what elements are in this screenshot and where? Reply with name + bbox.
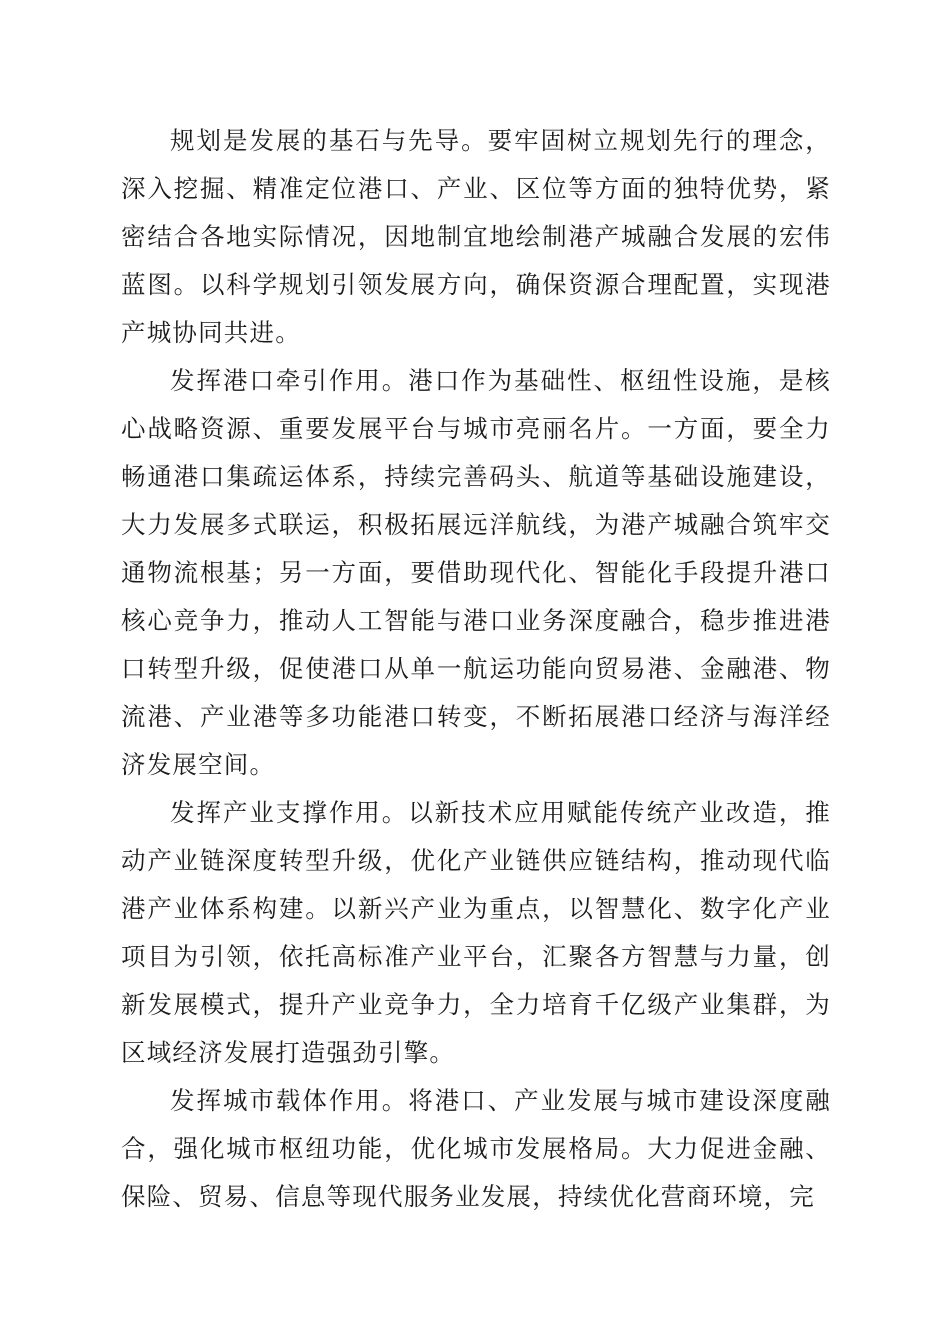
document-body	[121, 117, 831, 1221]
paragraph-industry-role: 发挥产业支撑作用。以新技术应用赋能传统产业改造，推动产业链深度转型升级，优化产业链供应链结构，推动现代临港产业体系构建。以新兴产业为重点，以智慧化、数字化产业项目为引领，依托高标准产业平台，汇聚各方智慧与力量，创新发展模式，提升产业竞争力，全力培育千亿级产业集群，为区域经济发展打造强劲引擎。	[121, 798, 831, 1067]
paragraph-port-role: 发挥港口牵引作用。港口作为基础性、枢纽性设施，是核心战略资源、重要发展平台与城市亮丽名片。一方面，要全力畅通港口集疏运体系，持续完善码头、航道等基础设施建设，大力发展多式联运，积极拓展远洋航线，为港产城融合筑牢交通物流根基；另一方面，要借助现代化、智能化手段提升港口核心竞争力，推动人工智能与港口业务深度融合，稳步推进港口转型升级，促使港口从单一航运功能向贸易港、金融港、物流港、产业港等多功能港口转变，不断拓展港口经济与海洋经济发展空间。	[121, 366, 831, 779]
paragraph-planning: 规划是发展的基石与先导。要牢固树立规划先行的理念，深入挖掘、精准定位港口、产业、区位等方面的独特优势，紧密结合各地实际情况，因地制宜地绘制港产城融合发展的宏伟蓝图。以科学规划引领发展方向，确保资源合理配置，实现港产城协同共进。	[121, 126, 831, 347]
paragraph-city-role: 发挥城市载体作用。将港口、产业发展与城市建设深度融合，强化城市枢纽功能，优化城市发展格局。大力促进金融、保险、贸易、信息等现代服务业发展，持续优化营商环境，完	[121, 1086, 831, 1211]
